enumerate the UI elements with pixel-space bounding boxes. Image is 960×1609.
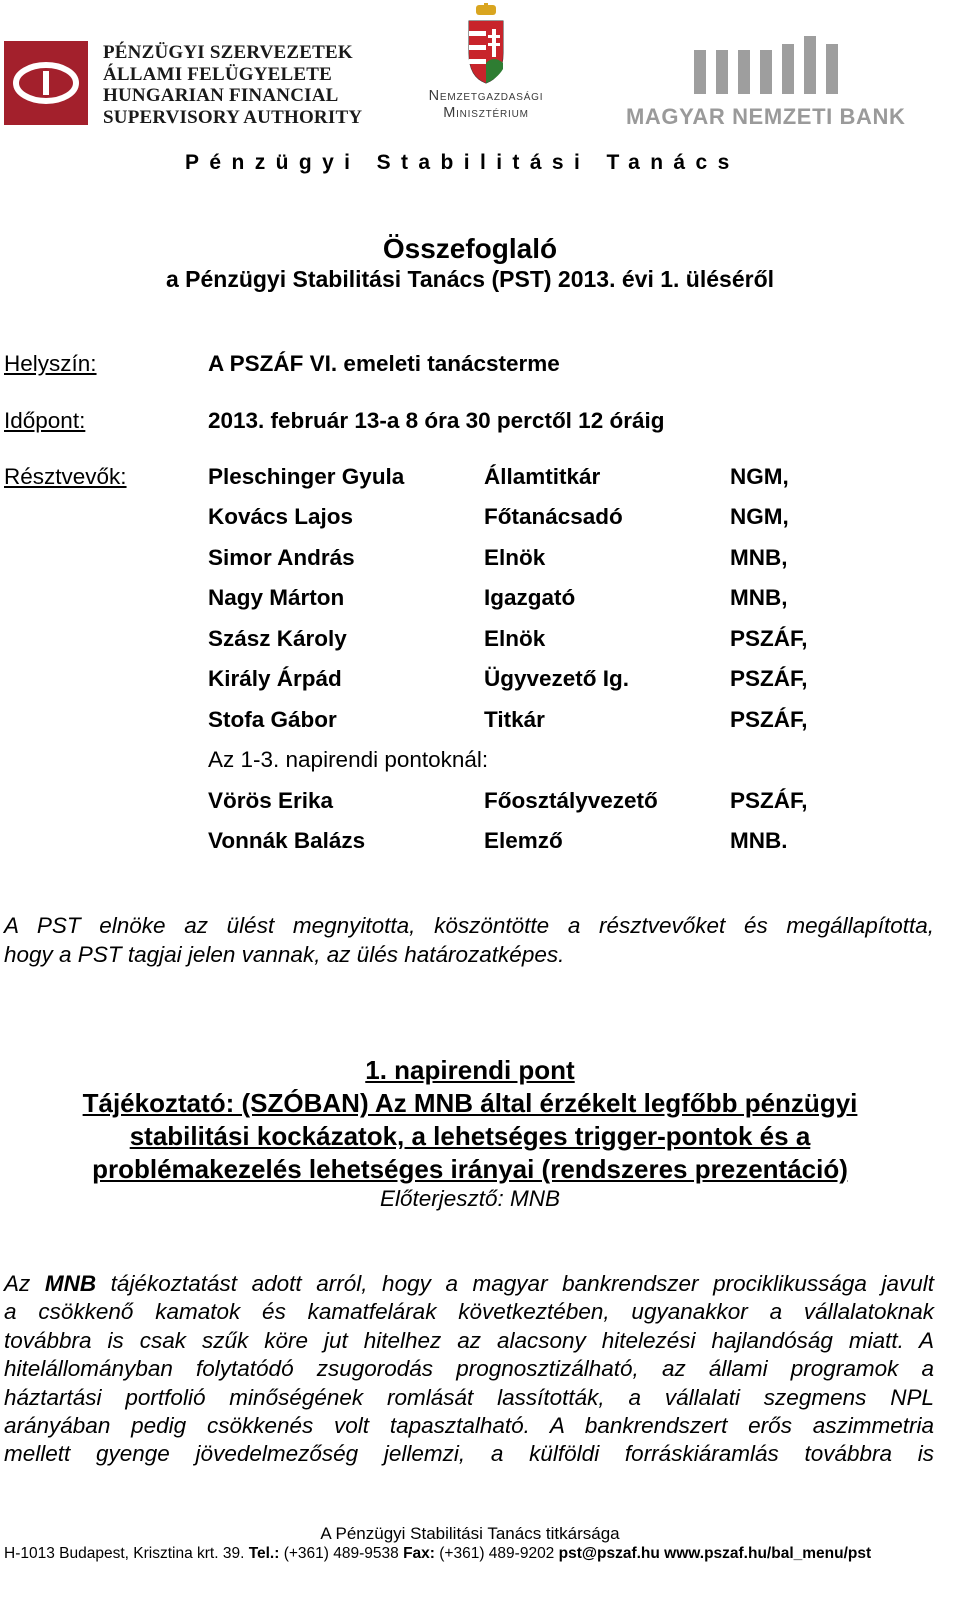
participant-org: MNB, (730, 545, 788, 570)
agenda-item-body (4, 1270, 934, 1469)
body-line: mellett gyenge jövedelmezőség jellemzi, a külföldi forráskiáramlás továbbra is (4, 1441, 934, 1467)
participant-role: Főtanácsadó (484, 504, 623, 529)
participant-name: Stofa Gábor (208, 707, 337, 732)
location-value: A PSZÁF VI. emeleti tanácsterme (208, 351, 560, 376)
footer-tel: (+361) 489-9538 (279, 1545, 404, 1562)
body-line: háztartási portfolió minőségének romlását lassították, a vállalati szegmens NPL (4, 1384, 934, 1410)
body-first-bold: MNB (44, 1271, 97, 1296)
participant-role: Ügyvezető Ig. (484, 666, 630, 691)
footer-contact (4, 1545, 871, 1563)
participant-org: PSZÁF, (730, 626, 808, 651)
pszaf-logo-line: HUNGARIAN FINANCIAL (103, 85, 339, 106)
agenda-item-number: 1. napirendi pont (365, 1055, 575, 1085)
participant-name: Szász Károly (208, 626, 347, 651)
participant-role: Elemző (484, 828, 563, 853)
council-name: Pénzügyi Stabilitási Tanács (185, 151, 740, 174)
participant-name: Király Árpád (208, 666, 342, 691)
body-first-word: Az (4, 1271, 45, 1296)
agenda-item-title-line: Tájékoztató: (SZÓBAN) Az MNB által érzékelt legfőbb pénzügyi (82, 1088, 858, 1118)
body-line: hitelállományban folytatódó zsugorodás prognosztizálható, az állami programok a (4, 1356, 934, 1382)
participant-org: NGM, (730, 504, 789, 529)
document-title: Összefoglaló (382, 233, 558, 264)
participant-name: Vonnák Balázs (208, 828, 366, 853)
participant-name: Simor András (208, 545, 355, 570)
document-subtitle: a Pénzügyi Stabilitási Tanács (PST) 2013. évi 1. üléséről (165, 266, 775, 292)
participant-role: Igazgató (484, 585, 576, 610)
ngm-logo-text (400, 88, 572, 122)
pszaf-logo-icon (4, 41, 88, 125)
pszaf-logo-line: ÁLLAMI FELÜGYELETE (103, 63, 333, 85)
footer-fax-label: Fax: (403, 1545, 435, 1562)
location-label: Helyszín: (4, 351, 97, 376)
participant-role: Államtitkár (484, 464, 601, 489)
pszaf-logo-text (103, 42, 362, 128)
opening-paragraph (4, 912, 934, 969)
participant-org: MNB. (730, 828, 788, 853)
time-label: Időpont: (4, 408, 86, 433)
ngm-coat-of-arms-icon (463, 3, 509, 85)
pszaf-logo-mark (4, 41, 88, 125)
opening-line: hogy a PST tagjai jelen vannak, az ülés határozatképes. (4, 941, 565, 967)
agenda-item-title-line: problémakezelés lehetséges irányai (rendszeres prezentáció) (92, 1154, 848, 1184)
body-line: arányában pedig csökkenés volt tapasztalható. A bankrendszert erős aszimmetria (4, 1412, 934, 1438)
body-line (4, 1270, 934, 1298)
participant-role: Titkár (484, 707, 545, 732)
ngm-logo-line: Minisztérium (443, 105, 529, 121)
participant-role: Elnök (484, 626, 546, 651)
participant-role: Elnök (484, 545, 546, 570)
participant-role: Főosztályvezető (484, 788, 658, 813)
participant-name: Pleschinger Gyula (208, 464, 405, 489)
opening-line: A PST elnöke az ülést megnyitotta, köszöntötte a résztvevőket és megállapította, (4, 913, 934, 938)
mnb-logo-text: MAGYAR NEMZETI BANK (626, 104, 906, 129)
mnb-logo-bars-icon (690, 36, 850, 94)
footer-fax: (+361) 489-9202 (434, 1545, 559, 1562)
pszaf-logo-line: PÉNZÜGYI SZERVEZETEK (103, 42, 353, 63)
footer-tel-label: Tel.: (248, 1545, 280, 1562)
participant-org: PSZÁF, (730, 707, 808, 732)
time-value: 2013. február 13-a 8 óra 30 perctől 12 óráig (208, 408, 665, 433)
participant-org: NGM, (730, 464, 789, 489)
footer-secretariat: A Pénzügyi Stabilitási Tanács titkársága (320, 1524, 620, 1543)
footer-web-link[interactable]: www.pszaf.hu/bal_menu/pst (659, 1545, 872, 1562)
footer-address: H-1013 Budapest, Krisztina krt. 39. (4, 1545, 249, 1562)
agenda-note: Az 1-3. napirendi pontoknál: (208, 747, 489, 772)
pszaf-logo-line: SUPERVISORY AUTHORITY (103, 106, 363, 128)
participant-name: Kovács Lajos (208, 504, 354, 529)
participants-label: Résztvevők: (4, 464, 127, 489)
agenda-item-title-line: stabilitási kockázatok, a lehetséges trigger-pontok és a (129, 1121, 811, 1151)
body-line: továbbra is csak szűk köre jut hitelhez az alacsony hitelezési hajlandóság miatt. A (4, 1327, 934, 1353)
footer-email-link[interactable]: pst@pszaf.hu (558, 1545, 660, 1562)
participant-org: PSZÁF, (730, 666, 808, 691)
participant-org: PSZÁF, (730, 788, 808, 813)
ngm-logo-line: Nemzetgazdasági (428, 88, 544, 104)
body-line: a csökkenő kamatok és kamatfelárak következtében, ugyanakkor a vállalatoknak (4, 1299, 934, 1325)
participant-org: MNB, (730, 585, 788, 610)
participant-name: Nagy Márton (208, 585, 345, 610)
participant-name: Vörös Erika (208, 788, 334, 813)
agenda-item-presenter: Előterjesztő: MNB (379, 1186, 561, 1211)
body-first-rest: tájékoztatást adott arról, hogy a magyar bankrendszer prociklikussága javult (96, 1271, 934, 1296)
